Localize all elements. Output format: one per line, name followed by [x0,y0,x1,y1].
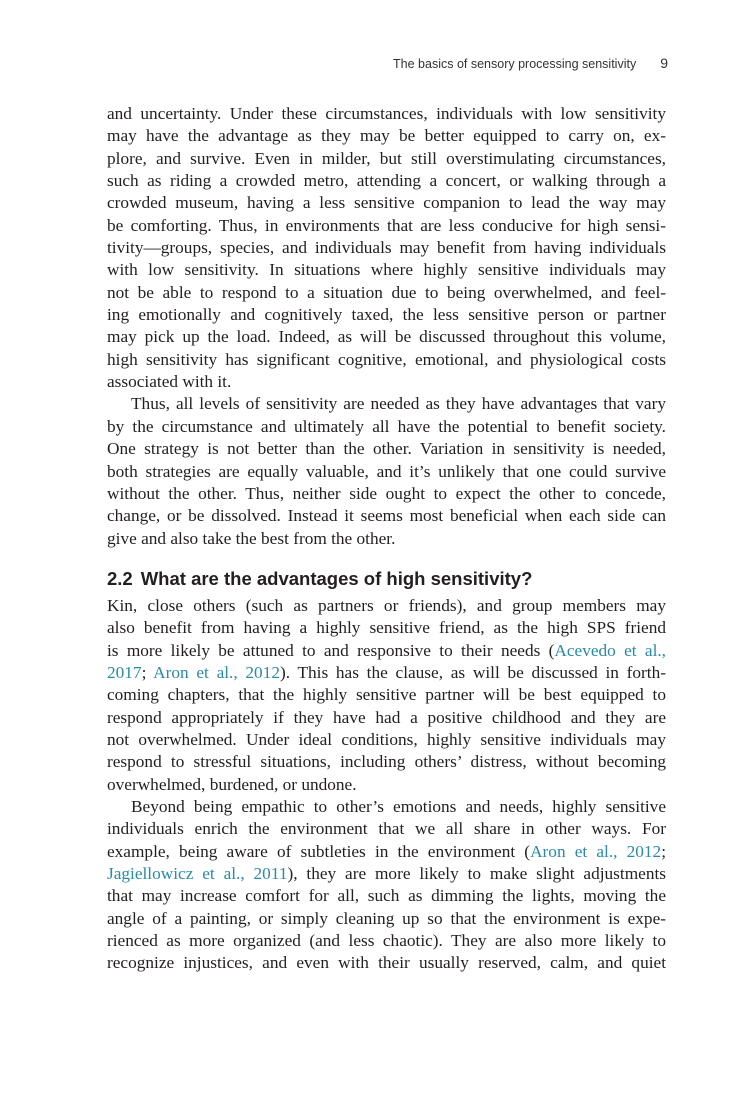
text-span: is more likely be attuned to and responsive to their needs ( [107,640,555,660]
section-heading [107,567,666,591]
page-body [107,103,666,975]
paragraph-2 [107,393,666,549]
text-line: with low sensitivity. In situations where highly sensitive individuals may [107,260,666,280]
text-line: crowded museum, having a less sensitive companion to lead the way may [107,193,666,213]
text-line: recognize injustices, and even with their usually reserved, calm, and quiet [107,953,666,973]
text-line: plore, and survive. Even in milder, but still overstimulating circumstances, [107,148,666,168]
paragraph-1 [107,103,666,393]
citation-link[interactable]: Acevedo et al., [554,640,667,660]
text-span: ; [141,662,154,682]
text-line: coming chapters, that the highly sensitive partner will be best equipped to [107,685,666,705]
text-line: One strategy is not better than the other. Variation in sensitivity is needed, [107,439,666,459]
text-line: without the other. Thus, neither side ought to expect the other to concede, [107,483,666,503]
text-line: by the circumstance and ultimately all have the potential to benefit society. [107,416,666,436]
paragraph-4 [107,796,666,975]
paragraph-3 [107,595,666,796]
citation-link[interactable]: Aron et al., 2012 [153,662,280,682]
text-span: ). This has the clause, as will be discussed in forth- [279,662,666,682]
text-line: ing emotionally and cognitively taxed, the less sensitive person or partner [107,305,666,325]
text-line: individuals enrich the environment that we all share in other ways. For [107,819,666,839]
text-line: rienced as more organized (and less chaotic). They are also more likely to [107,931,666,951]
text-line: may have the advantage as they may be better equipped to carry on, ex- [107,126,666,146]
section-title: What are the advantages of high sensitivity? [140,567,533,589]
section-number: 2.2 [107,567,133,589]
text-line: Kin, close others (such as partners or friends), and group members may [107,595,666,615]
text-line: that may increase comfort for all, such as dimming the lights, moving the [107,886,666,906]
text-line: Beyond being empathic to other’s emotions and needs, highly sensitive [131,796,666,816]
text-line: both strategies are equally valuable, and it’s unlikely that one could survive [107,461,666,481]
text-line: tivity—groups, species, and individuals may benefit from having individuals [107,238,666,258]
text-line [107,863,666,885]
text-line: respond to stressful situations, including others’ distress, without becoming [107,752,666,772]
text-line: high sensitivity has significant cognitive, emotional, and physiological costs [107,349,666,369]
citation-link[interactable]: Jagiellowicz et al., 2011 [107,864,288,883]
text-line: respond appropriately if they have had a positive childhood and they are [107,707,666,727]
text-line: overwhelmed, burdened, or undone. [107,774,357,794]
text-line: angle of a painting, or simply cleaning up so that the environment is expe- [107,908,666,928]
text-span: example, being aware of subtleties in the environment ( [107,841,531,861]
text-line: change, or be dissolved. Instead it seems most beneficial when each side can [107,506,666,526]
text-line [107,662,666,684]
text-span: ), they are more likely to make slight adjustments [287,864,666,883]
running-title: The basics of sensory processing sensitivity [393,57,637,71]
text-line: and uncertainty. Under these circumstances, individuals with low sensitivity [107,104,666,123]
citation-link[interactable]: 2017 [107,662,142,682]
text-line: give and also take the best from the other. [107,528,396,548]
text-line: such as riding a crowded metro, attending a concert, or walking through a [107,171,666,191]
text-span: ; [661,841,666,861]
text-line: be comforting. Thus, in environments that are less conducive for high sensi- [107,215,666,235]
text-line: Thus, all levels of sensitivity are needed as they have advantages that vary [131,394,666,414]
text-line: not overwhelmed. Under ideal conditions, highly sensitive individuals may [107,729,666,749]
text-line [107,640,666,662]
text-line: associated with it. [107,372,232,392]
text-line: not be able to respond to a situation due to being overwhelmed, and feel- [107,282,666,302]
text-line: also benefit from having a highly sensitive friend, as the high SPS friend [107,618,666,638]
page-number: 9 [660,55,668,71]
text-line: may pick up the load. Indeed, as will be discussed throughout this volume, [107,327,666,347]
citation-link[interactable]: Aron et al., 2012 [530,841,662,861]
text-line [107,841,666,863]
running-head [393,55,668,71]
